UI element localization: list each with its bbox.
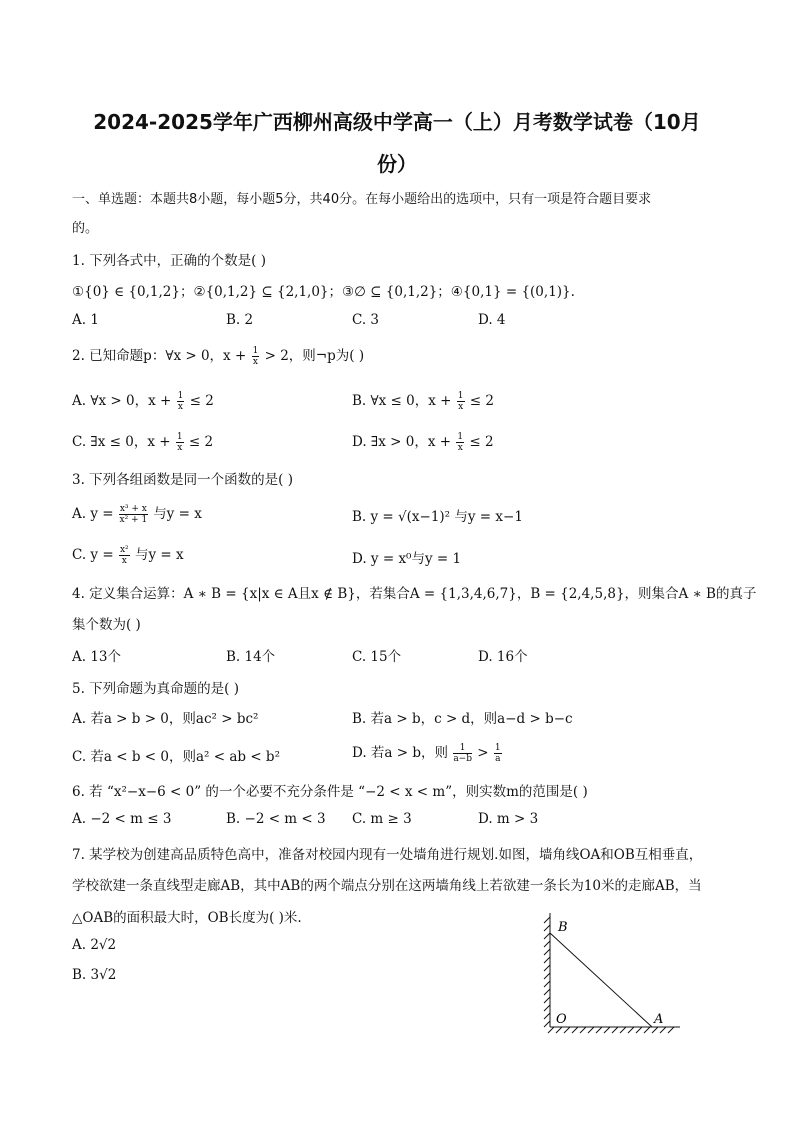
frac-denominator: x [177, 443, 183, 453]
wall-hatching-horizontal [548, 1027, 680, 1033]
point-label-a: A [654, 1012, 664, 1027]
q2-stem-part1: 2. 已知命题p：∀x > 0，x + [72, 348, 247, 364]
q3-option-a-text: A. y = [72, 506, 114, 522]
frac-numerator: 1 [457, 391, 464, 401]
q5-option-c: C. 若a < b < 0，则a² < ab < b² [72, 749, 280, 765]
q2-option-c [72, 430, 213, 453]
q5-option-a: A. 若a > b > 0，则ac² > bc² [72, 711, 259, 727]
q5-option-d [352, 741, 503, 764]
q2-stem-part2: > 2，则¬p为( ) [264, 348, 365, 364]
q5-option-d-gt: > [477, 745, 489, 761]
q5-option-d-text: D. 若a > b，则 [352, 745, 449, 761]
q6-option-a: A. −2 < m ≤ 3 [72, 811, 172, 827]
q1-option-b: B. 2 [226, 312, 254, 328]
point-label-o: O [556, 1012, 567, 1027]
frac-denominator: x [121, 556, 127, 566]
q5-option-b: B. 若a > b，c > d，则a−d > b−c [352, 711, 573, 727]
q7-option-a: A. 2√2 [72, 937, 117, 953]
frac-numerator: 1 [453, 743, 472, 754]
q2-option-b-text: B. ∀x ≤ 0，x + [352, 393, 452, 409]
frac-denominator: x [457, 443, 463, 453]
frac-numerator: x² [119, 545, 129, 555]
frac-denominator: x [458, 402, 464, 412]
frac-numerator: x³ + x [119, 504, 147, 514]
q3-option-c-fraction [119, 545, 130, 566]
q1-option-d: D. 4 [478, 312, 506, 328]
q2-option-d-fraction [456, 432, 464, 453]
q2-option-a [72, 389, 214, 412]
q1-items: ①{0} ∈ {0,1,2}；②{0,1,2} ⊆ {2,1,0}；③∅ ⊆ {0,1,2}；④{0,1} = {(0,1)}. [72, 284, 575, 300]
q4-option-d: D. 16个 [478, 649, 528, 665]
q3-option-c [72, 543, 184, 566]
q3-stem: 3. 下列各组函数是同一个函数的是( ) [72, 472, 293, 488]
q6-option-b: B. −2 < m < 3 [226, 811, 326, 827]
q2-option-c-tail: ≤ 2 [188, 434, 214, 450]
q4-stem-line2: 集个数为( ) [72, 617, 141, 633]
q7-stem-line2: 学校欲建一条直线型走廊AB，其中AB的两个端点分别在这两墙角线上若欲建一条长为10米的走廊AB，当 [72, 878, 702, 894]
q6-option-d: D. m > 3 [478, 811, 539, 827]
wall-corner-figure [540, 905, 690, 1040]
q3-option-a-fraction [119, 504, 148, 525]
frac-numerator: 1 [176, 432, 183, 442]
frac-denominator: x [252, 357, 258, 367]
q3-option-a-tail: 与y = x [153, 506, 202, 522]
q2-option-d-text: D. ∃x > 0，x + [352, 434, 452, 450]
section-heading-line2: 的。 [72, 221, 99, 236]
q5-option-d-fraction1 [453, 743, 472, 764]
frac-denominator: x [177, 402, 183, 412]
q3-option-b: B. y = √(x−1)² 与y = x−1 [352, 509, 523, 525]
q1-stem: 1. 下列各式中，正确的个数是( ) [72, 253, 266, 269]
frac-denominator: a [495, 754, 501, 764]
wall-hatching-vertical [544, 913, 550, 1027]
q6-option-c: C. m ≥ 3 [352, 811, 412, 827]
q5-stem: 5. 下列命题为真命题的是( ) [72, 681, 239, 697]
q2-stem [72, 344, 364, 367]
page-title-line2: 份） [377, 152, 417, 176]
q2-option-a-tail: ≤ 2 [189, 393, 214, 409]
frac-numerator: 1 [457, 432, 464, 442]
q7-stem-line1: 7. 某学校为创建高品质特色高中，准备对校园内现有一处墙角进行规划.如图，墙角线OA和OB互相垂直， [72, 847, 703, 863]
q1-option-a: A. 1 [72, 312, 99, 328]
frac-numerator: 1 [177, 391, 184, 401]
q1-option-c: C. 3 [352, 312, 380, 328]
q3-option-d: D. y = x⁰与y = 1 [352, 551, 462, 567]
frac-numerator: 1 [494, 743, 501, 753]
q2-option-d-tail: ≤ 2 [469, 434, 494, 450]
q4-option-c: C. 15个 [352, 649, 402, 665]
q2-option-d [352, 430, 494, 453]
q3-option-c-text: C. y = [72, 547, 114, 563]
q7-stem-line3: △OAB的面积最大时，OB长度为( )米. [72, 910, 302, 926]
frac-denominator: x² + 1 [119, 515, 148, 525]
q5-option-d-fraction2 [494, 743, 502, 764]
page-title-line1: 2024-2025学年广西柳州高级中学高一（上）月考数学试卷（10月 [93, 110, 701, 134]
q2-option-c-fraction [176, 432, 184, 453]
frac-denominator: a−b [453, 754, 472, 764]
q3-option-a [72, 502, 202, 525]
q4-stem-line1: 4. 定义集合运算：A ∗ B = {x|x ∈ A且x ∉ B}，若集合A = {1,3,4,6,7}，B = {2,4,5,8}，则集合A ∗ B的真子 [72, 586, 757, 602]
q2-option-b-tail: ≤ 2 [469, 393, 494, 409]
q2-option-c-text: C. ∃x ≤ 0，x + [72, 434, 171, 450]
q6-stem: 6. 若 “x²−x−6 < 0” 的一个必要不充分条件是 “−2 < x < m”，则实数m的范围是( ) [72, 784, 588, 800]
q2-option-b [352, 389, 494, 412]
frac-numerator: 1 [252, 346, 259, 356]
section-heading-line1: 一、单选题：本题共8小题，每小题5分，共40分。在每小题给出的选项中，只有一项是符合题目要求 [72, 192, 652, 207]
q2-option-a-text: A. ∀x > 0，x + [72, 393, 172, 409]
q2-option-b-fraction [457, 391, 465, 412]
point-label-b: B [558, 920, 568, 935]
q3-option-c-tail: 与y = x [134, 547, 184, 563]
q2-option-a-fraction [177, 391, 185, 412]
q4-option-b: B. 14个 [226, 649, 276, 665]
q2-stem-fraction [252, 346, 260, 367]
q7-option-b: B. 3√2 [72, 967, 117, 983]
q4-option-a: A. 13个 [72, 649, 122, 665]
